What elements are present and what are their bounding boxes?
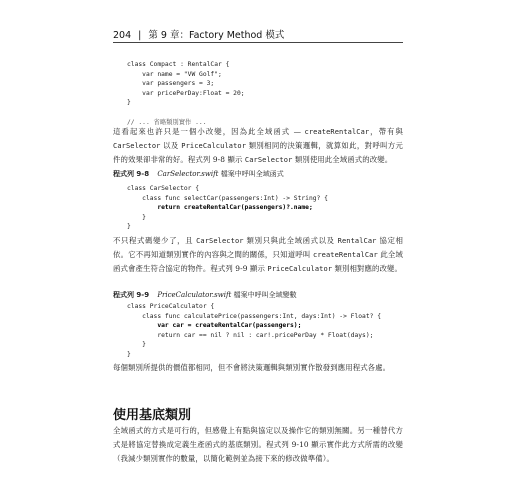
code-line: return car == nil ? nil : car!.pricePerDay * Float(days); [127,331,374,339]
code-line: var passengers = 3; [127,80,215,88]
para-text: 以及 [160,141,182,150]
header-separator: | [138,30,142,41]
para-text: 類別相對應的改變。 [332,264,402,273]
listing-caption-9-9 [113,290,297,300]
code-line: var name = "VW Golf"; [127,70,222,78]
chapter-title: 第 9 章：Factory Method 模式 [148,30,285,41]
code-line-bold: return createRentalCar(passengers)?.name; [127,204,313,212]
inline-code: RentalCar [337,237,377,245]
code-line: } [127,99,131,107]
inline-code: PriceCalculator [181,142,247,150]
inline-code: CarSelector [244,156,293,164]
inline-code: createRentalCar [304,128,370,136]
header-divider [113,42,403,43]
page-number: 204 [113,30,132,41]
code-line: } [127,213,146,221]
code-comment: // ... 省略類別實作 ... [127,118,207,126]
code-line-bold: var car = createRentalCar(passengers); [127,322,302,330]
para-text: 全域函式的方式是可行的，但感覺上有點與協定以及操作它的類別無關。另一種替代方式是將協定替換成定義生產函式的基底類別。程式列 9-10 顯示實作此方式所需的改變（我減少類別實作的數量，以簡化範例並為接下來的修改做準備）。 [113,426,403,463]
code-line: } [127,223,131,231]
inline-code: createRentalCar [313,251,378,259]
section-heading: 使用基底類別 [113,408,192,423]
code-line: } [127,350,131,358]
listing-description: 檔案中呼叫全域變數 [233,291,297,299]
listing-filename: CarSelector.swift [157,170,219,178]
paragraph-2 [113,234,403,276]
inline-code: PriceCalculator [267,265,333,273]
para-text: 每個類別所提供的價值都相同，但不會將決策邏輯與類別實作散發到應用程式各處。 [113,363,391,372]
listing-filename: PriceCalculator.swift [157,291,232,299]
para-text: 協定相依。它不再知道類別實作的內容與之間的關係，只知道呼叫 [113,236,404,259]
para-text: 此全域函式會產生符合協定的物件。程式列 9-9 顯示 [113,250,404,273]
para-text: 類別相同的決策邏輯，就算如此，對呼叫方元件的效果卻非常的好。程式列 9-8 顯示 [113,141,403,164]
inline-code: CarSelector [196,237,244,245]
listing-description: 檔案中呼叫全域函式 [220,170,284,178]
para-text: 類別使用此全域函式的改變。 [292,155,393,164]
paragraph-4 [113,424,403,466]
code-block-pricecalculator [127,302,381,360]
code-line: class func calculatePrice(passengers:Int, days:Int) -> Float? { [127,312,382,320]
code-line: } [127,341,146,349]
code-line: class func selectCar(passengers:Int) -> String? { [127,194,328,202]
para-text: 類別只與此全域函式以及 [243,236,338,245]
code-line: var pricePerDay:Float = 20; [127,89,245,97]
paragraph-1 [113,125,403,167]
code-block-carselector [127,184,328,232]
code-line: class PriceCalculator { [127,303,215,310]
code-line: class CarSelector { [127,185,200,192]
listing-caption-9-8 [113,169,284,179]
para-text: ，帶有與 [369,127,403,136]
para-text: 不只程式碼變少了，且 [113,236,197,245]
inline-code: CarSelector [113,142,161,150]
running-header [113,27,403,41]
paragraph-3 [113,361,403,375]
code-line: class Compact : RentalCar { [127,61,230,68]
para-text: 這看起來也許只是一個小改變，因為此全域函式 — [113,127,305,136]
listing-number: 程式列 9-8 [113,170,150,178]
listing-number: 程式列 9-9 [113,291,150,299]
code-block-compact [127,60,245,127]
